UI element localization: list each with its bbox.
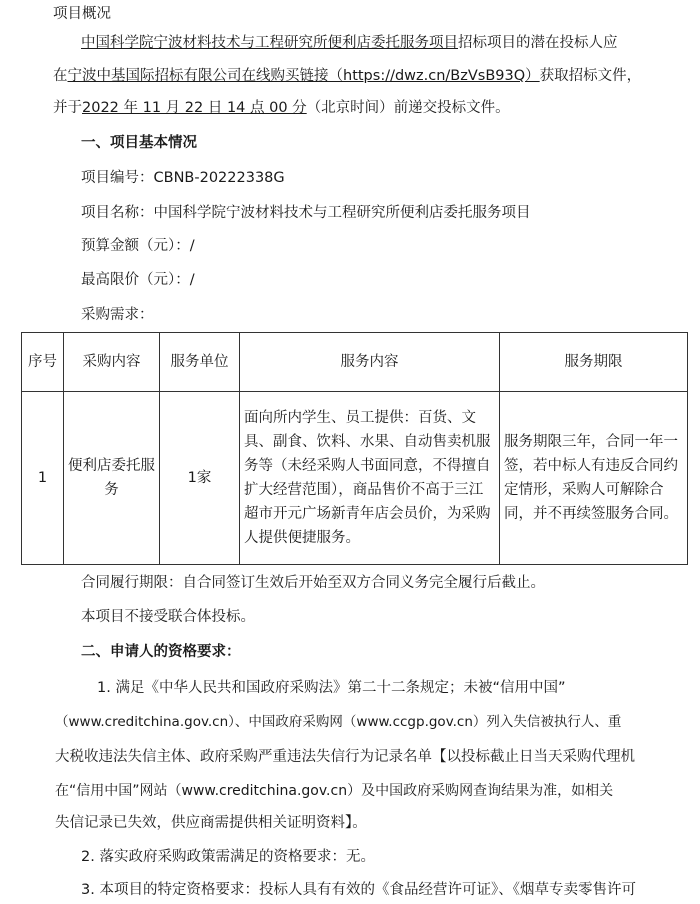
section1-heading: 一、项目基本情况 [81, 135, 197, 151]
deadline-date: 2022 年 11 月 22 日 14 点 00 分 [82, 100, 307, 116]
intro-line-2 [53, 66, 641, 86]
qualification-1-line-5: 失信记录已失效，供应商需提供相关证明资料】。 [55, 815, 367, 831]
service-text: 面向所内学生、员工提供：百货、文具、副食、饮料、水果、自动售卖机服务等（未经采购人书面同意，不得擅自扩大经营范围），商品售价不高于三江超市开元广场新青年店会员价，为采购人提供便捷服务。 [244, 410, 491, 546]
intro-line-1 [81, 33, 618, 53]
qualification-1-line-3: 大税收违法失信主体、政府采购严重违法失信行为记录名单【以投标截止日当天采购代理机 [55, 749, 635, 765]
header-service: 服务内容 [240, 333, 500, 392]
table-row [22, 392, 688, 565]
header-unit: 服务单位 [160, 333, 240, 392]
qualification-1-line-2: （www.creditchina.gov.cn）、中国政府采购网（www.ccgp.gov.cn）列入失信被执行人、重 [55, 714, 622, 730]
requirements-label: 采购需求： [81, 307, 154, 323]
qualification-1-line-1: 1. 满足《中华人民共和国政府采购法》第二十二条规定；未被“信用中国” [97, 680, 566, 696]
header-content: 采购内容 [64, 333, 160, 392]
cell-content: 便利店委托服务 [64, 392, 160, 565]
cell-period [500, 392, 688, 565]
project-number: 项目编号：CBNB-20222338G [81, 170, 285, 186]
cell-unit: 1家 [160, 392, 240, 565]
intro-line-2-prefix: 在 [53, 68, 68, 84]
intro-line-1-rest: 招标项目的潜在投标人应 [458, 35, 618, 51]
cell-no: 1 [22, 392, 64, 565]
max-price: 最高限价（元）：/ [81, 272, 195, 288]
header-no: 序号 [22, 333, 64, 392]
budget-amount: 预算金额（元）：/ [81, 238, 195, 254]
performance-period: 合同履行期限：自合同签订生效后开始至双方合同义务完全履行后截止。 [81, 575, 545, 591]
cell-service [240, 392, 500, 565]
header-period: 服务期限 [500, 333, 688, 392]
period-text: 服务期限三年，合同一年一签，若中标人有违反合同约定情形，采购人可解除合同，并不再续签服务合同。 [504, 434, 678, 522]
requirements-table [21, 332, 688, 565]
purchase-link[interactable]: 宁波中基国际招标有限公司在线购买链接（https://dwz.cn/BzVsB93Q） [67, 68, 540, 84]
qualification-3: 3. 本项目的特定资格要求：投标人具有有效的《食品经营许可证》、《烟草专卖零售许可 [81, 882, 636, 898]
qualification-2: 2. 落实政府采购政策需满足的资格要求：无。 [81, 849, 375, 865]
project-name: 项目名称：中国科学院宁波材料技术与工程研究所便利店委托服务项目 [81, 205, 531, 221]
project-name-link[interactable]: 中国科学院宁波材料技术与工程研究所便利店委托服务项目 [81, 35, 458, 51]
intro-line-3-prefix: 并于 [53, 100, 82, 116]
intro-line-3 [53, 98, 510, 118]
section2-heading: 二、申请人的资格要求： [81, 644, 241, 660]
intro-line-3-rest: （北京时间）前递交投标文件。 [306, 100, 510, 116]
no-consortium: 本项目不接受联合体投标。 [81, 609, 255, 625]
table-header-row [22, 333, 688, 392]
qualification-1-line-4: 在“信用中国”网站（www.creditchina.gov.cn）及中国政府采购网查询结果为准，如相关 [55, 783, 614, 799]
intro-line-2-rest: 获取招标文件， [539, 68, 642, 84]
overview-title: 项目概况 [53, 6, 111, 22]
